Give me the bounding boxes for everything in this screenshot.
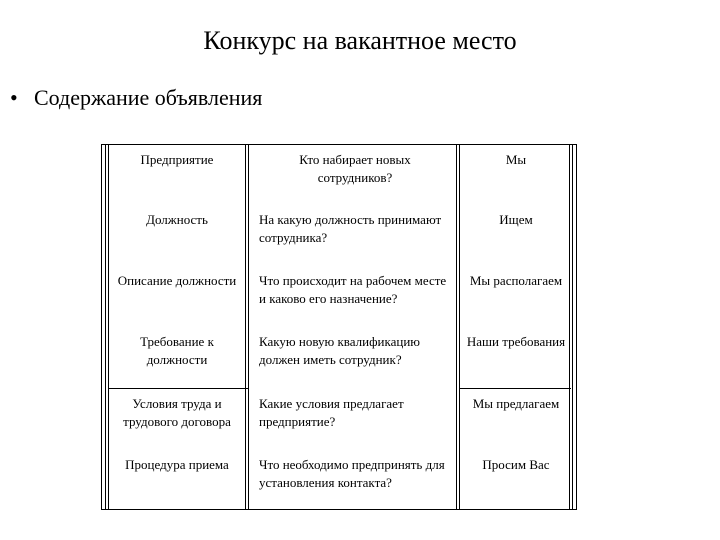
table-cell-row4-col3: Наши требования [466,334,566,349]
table-cell-row6-col3: Просим Вас [482,457,550,472]
bullet-item [10,84,262,112]
table-cell-row1-col3: Мы [505,152,527,167]
table-cell-row3-col2: Что происходит на рабочем месте и каково его назначение? [259,273,447,306]
table-cell-row4-col2: Какую новую квалификацию должен иметь сотрудник? [259,334,420,367]
table-row-divider-right [459,388,571,389]
table-cell-row5-col3: Мы предлагаем [472,396,560,411]
table-cell-row1-col2: Кто набирает новых сотрудников? [299,152,411,185]
table-cell-row6-col2: Что необходимо предпринять для установления контакта? [259,457,445,490]
table-border-right [569,145,573,509]
table-divider-1 [245,145,249,509]
slide-title: Конкурс на вакантное место [203,26,517,55]
table-cell-row5-col2: Какие условия предлагает предприятие? [259,396,404,429]
bullet-text: Содержание объявления [34,85,263,110]
table-cell-row3-col3: Мы располагаем [469,273,563,288]
table-cell-row2-col1: Должность [146,212,208,227]
table-row-divider-left [108,388,248,389]
table-cell-row1-col1: Предприятие [140,152,214,167]
table-cell-row2-col2: На какую должность принимают сотрудника? [259,212,442,245]
table-cell-row4-col1: Требование к должности [140,334,214,367]
bullet-icon: • [10,85,18,110]
table-cell-row5-col1: Условия труда и трудового договора [123,396,231,429]
table-cell-row3-col1: Описание должности [117,273,237,288]
table-cell-row6-col1: Процедура приема [125,457,229,472]
table-cell-row2-col3: Ищем [499,212,533,227]
content-table [101,144,577,510]
table-divider-2 [456,145,460,509]
table-border-left [105,145,109,509]
